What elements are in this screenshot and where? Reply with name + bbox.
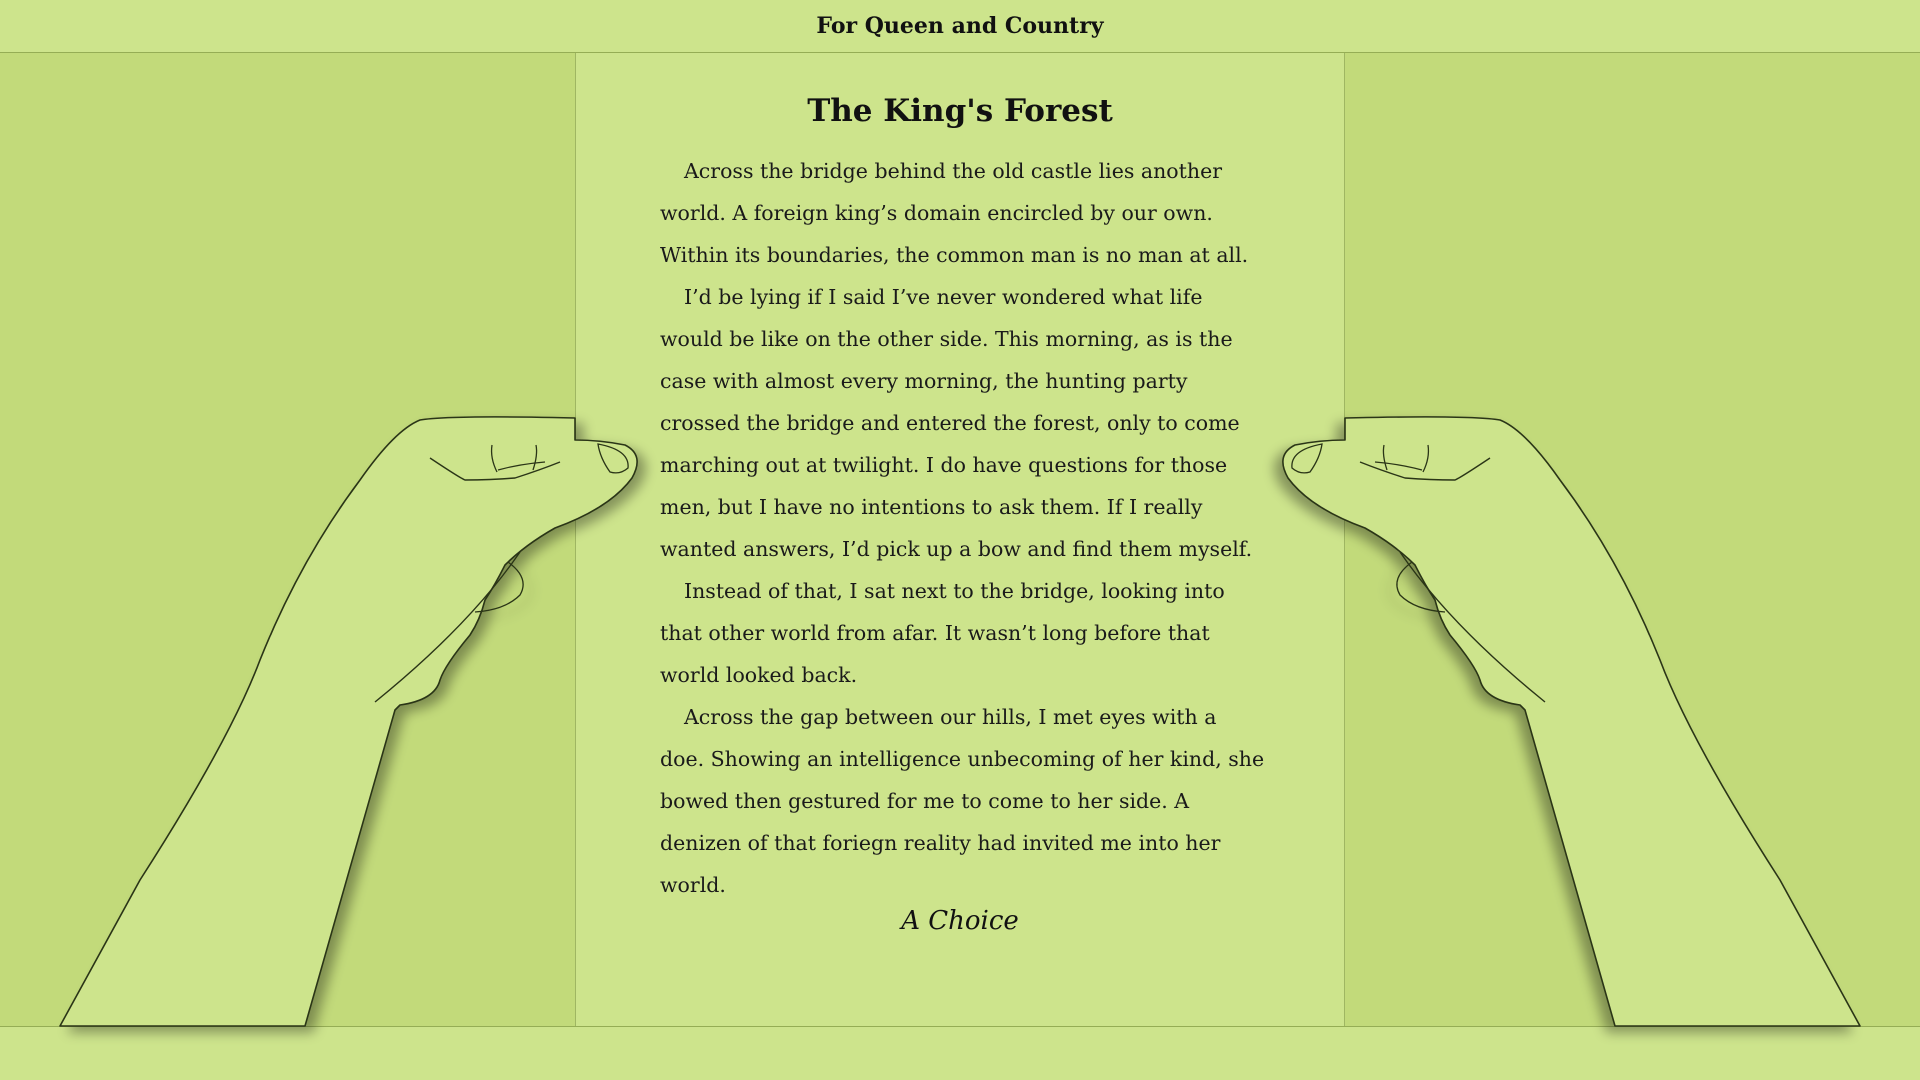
game-title: For Queen and Country (816, 13, 1104, 39)
left-hand-icon (60, 417, 637, 1026)
story-page (575, 53, 1345, 1026)
passage-paragraph: Across the gap between our hills, I met eyes with a doe. Showing an intelligence unbecoming of her kind, she bowed then gestured for me to come to her side. A denizen of that foriegn reality had invited me into her world. (660, 705, 1265, 897)
choice-link[interactable]: A Choice (901, 906, 1019, 936)
footer-bar (0, 1026, 1920, 1080)
right-hand-icon (1283, 417, 1860, 1026)
passage-paragraph: I’d be lying if I said I’ve never wondered what life would be like on the other side. This morning, as is the case with almost every morning, the hunting party crossed the bridge and entered the forest, only to come marching out at twilight. I do have questions for those men, but I have no intentions to ask them. If I really wanted answers, I’d pick up a bow and find them myself. (660, 285, 1253, 561)
right-hand-drawing (1283, 417, 1860, 1026)
passage-paragraph: Across the bridge behind the old castle lies another world. A foreign king’s domain encircled by our own. Within its boundaries, the common man is no man at all. (660, 159, 1249, 267)
passage-text (660, 150, 1265, 906)
header-bar (0, 0, 1920, 53)
left-hand-drawing (60, 417, 637, 1026)
passage-title: The King's Forest (807, 93, 1113, 129)
passage-paragraph: Instead of that, I sat next to the bridge, looking into that other world from afar. It wasn’t long before that world looked back. (660, 579, 1225, 687)
